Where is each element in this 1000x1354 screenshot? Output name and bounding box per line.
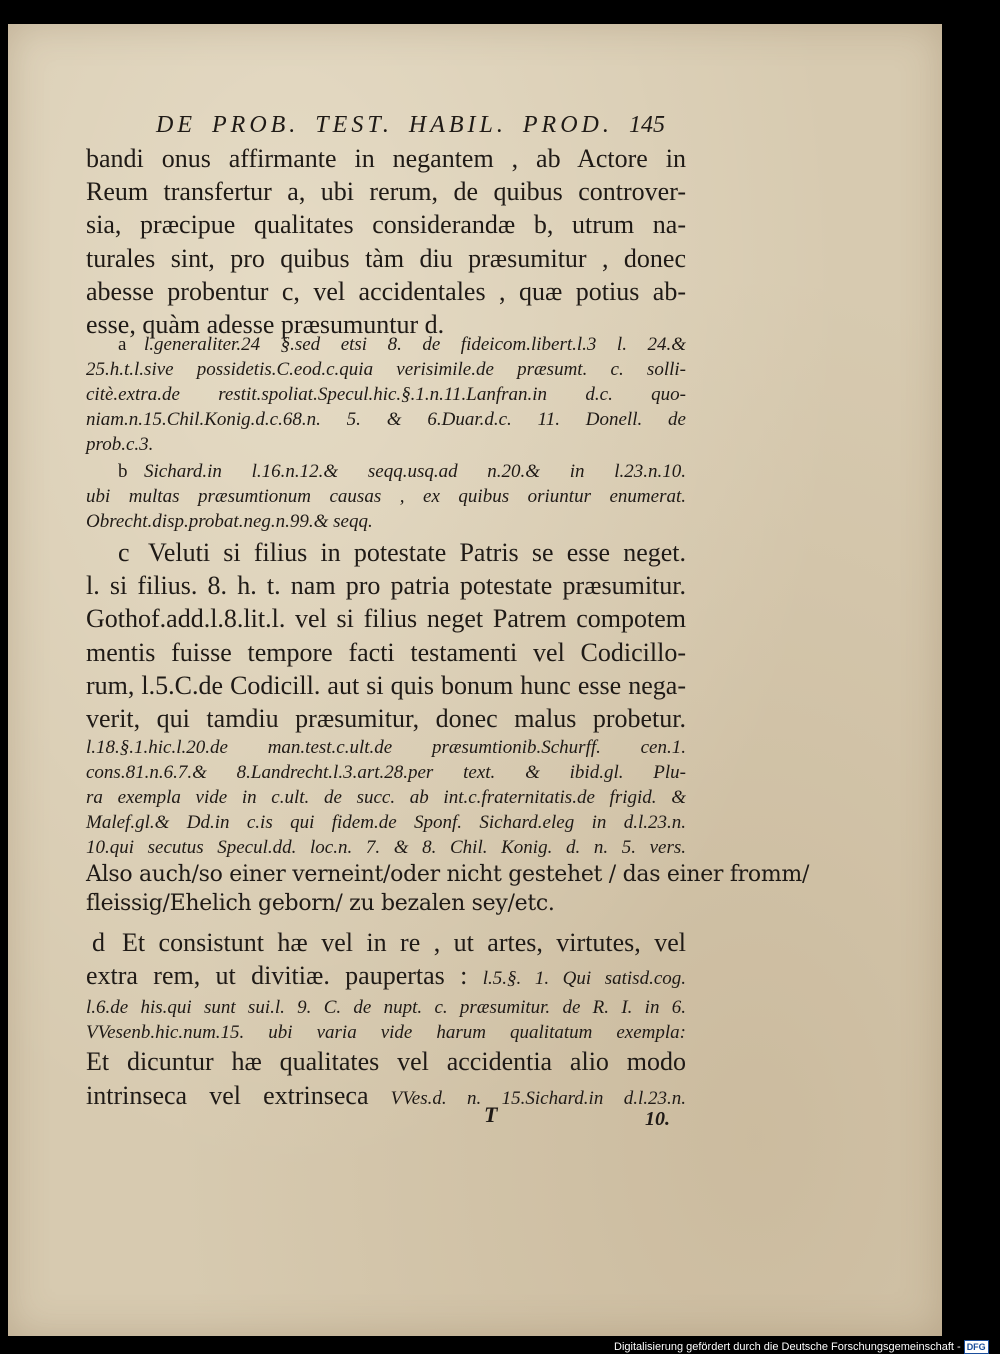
note-line: 10.qui secutus Specul.dd. loc.n. 7. & 8. Chil. Konig. d. n. 5. vers. — [86, 837, 686, 859]
note-line: a l.generaliter.24 §.sed etsi 8. de fideicom.libert.l.3 l. 24.& — [118, 334, 686, 355]
note-line: citè.extra.de restit.spoliat.Specul.hic.§.1.n.11.Lanfran.in d.c. quo- — [86, 384, 686, 405]
note-line: Obrecht.disp.probat.neg.n.99.& seqq. — [86, 511, 373, 532]
note-line: niam.n.15.Chil.Konig.d.c.68.n. 5. & 6.Duar.d.c. 11. Donell. de — [86, 409, 686, 430]
note-line: ra exempla vide in c.ult. de succ. ab int.c.fraternitatis.de frigid. & — [86, 787, 686, 809]
note-line: ubi multas præsumtionum causas , ex quibus oriuntur enumerat. — [86, 486, 686, 507]
note-line: l.6.de his.qui sunt sui.l. 9. C. de nupt. c. præsumitur. de R. I. in 6. — [86, 997, 686, 1019]
main-paragraph — [86, 142, 686, 341]
note-line: intrinseca vel extrinseca VVes.d. n. 15.Sichard.in d.l.23.n. — [86, 1080, 687, 1110]
note-line: verit, qui tamdiu præsumitur, donec malus probetur. — [86, 704, 686, 734]
note-line: cons.81.n.6.7.& 8.Landrecht.l.3.art.28.per text. & ibid.gl. Plu- — [86, 762, 686, 784]
note-line: Gothof.add.l.8.lit.l. vel si filius neget Patrem compotem — [86, 604, 686, 634]
body-line: turales sint, pro quibus tàm diu præsumitur , donec — [86, 243, 686, 273]
note-c — [86, 536, 810, 918]
note-line: Et dicuntur hæ qualitates vel accidentia alio modo — [86, 1047, 686, 1077]
note-line: b Sichard.in l.16.n.12.& seqq.usq.ad n.20.& in l.23.n.10. — [118, 461, 686, 482]
note-line: c Veluti si filius in potestate Patris se esse neget. — [86, 536, 686, 569]
body-line: bandi onus affirmante in negantem , ab Actore in — [86, 144, 686, 173]
note-line: l.18.§.1.hic.l.20.de man.test.c.ult.de præsumtionib.Schurff. cen.1. — [86, 737, 686, 759]
note-mark: d — [92, 928, 105, 957]
note-line: extra rem, ut divitiæ. paupertas : l.5.§. 1. Qui satisd.cog. — [86, 961, 687, 991]
note-line: d Et consistunt hæ vel in re , ut artes, virtutes, vel — [86, 926, 686, 959]
note-b — [86, 459, 686, 534]
book-page — [8, 24, 942, 1336]
note-line: VVesenb.hic.num.15. ubi varia vide harum qualitatum exempla: — [86, 1022, 686, 1044]
signature-mark: T — [484, 1102, 498, 1127]
note-line: rum, l.5.C.de Codicill. aut si quis bonum hunc esse nega- — [86, 670, 686, 700]
body-line: esse, quàm adesse præsumuntur d. — [86, 310, 445, 340]
note-line: Malef.gl.& Dd.in c.is qui fidem.de Sponf. Sichard.eleg in d.l.23.n. — [86, 812, 686, 834]
catchword: 10. — [645, 1108, 670, 1130]
note-mark: a — [118, 334, 127, 355]
dfg-logo: DFG — [964, 1340, 989, 1354]
german-line: fleissig/Ehelich geborn/ zu bezalen sey/etc. — [86, 891, 555, 917]
note-mark: b — [118, 461, 128, 482]
german-line: Also auch/so einer verneint/oder nicht gestehet / das einer fromm/ — [86, 862, 810, 888]
note-line: 25.h.t.l.sive possidetis.C.eod.c.quia verisimile.de præsumt. c. solli- — [86, 359, 686, 380]
note-a — [86, 332, 686, 457]
note-mark: c — [118, 538, 130, 567]
note-line: l. si filius. 8. h. t. nam pro patria potestate præsumitur. — [86, 571, 686, 601]
body-line: abesse probentur c, vel accidentales , quæ potius ab- — [86, 276, 686, 306]
body-line: Reum transfertur a, ubi rerum, de quibus controver- — [86, 177, 686, 207]
note-d — [86, 926, 686, 1115]
note-line: prob.c.3. — [86, 434, 154, 455]
page-number: 145 — [629, 112, 665, 138]
digitization-credit — [614, 1340, 989, 1354]
credit-text: Digitalisierung gefördert durch die Deutsche Forschungsgemeinschaft - — [614, 1341, 961, 1353]
running-title: DE PROB. TEST. HABIL. PROD. — [156, 112, 613, 138]
note-line: mentis fuisse tempore facti testamenti vel Codicillo- — [86, 637, 686, 667]
body-line: sia, præcipue qualitates considerandæ b, utrum na- — [86, 210, 686, 240]
